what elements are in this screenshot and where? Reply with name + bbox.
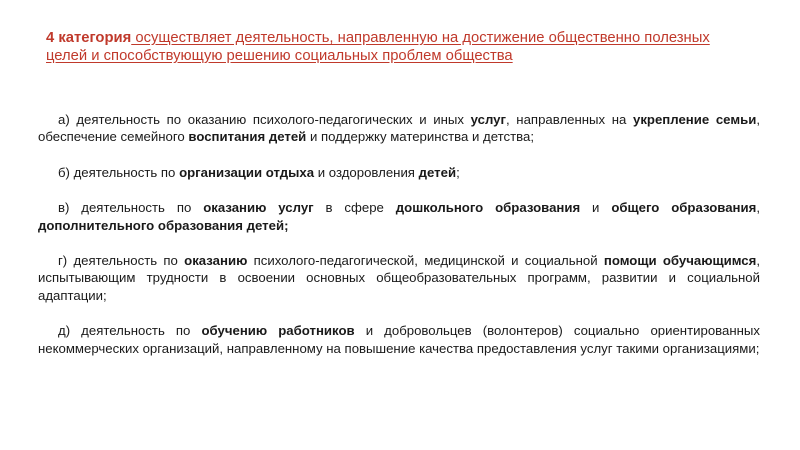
emphasis-text: помощи обучающимся (603, 253, 757, 269)
activity-item (38, 322, 760, 357)
item-text: ; (456, 164, 460, 180)
item-text: , (756, 200, 760, 216)
activity-item (38, 199, 760, 234)
activity-item (38, 164, 760, 181)
emphasis-text: детей (418, 164, 457, 180)
emphasis-text: общего образования (611, 200, 757, 216)
emphasis-text: дополнительного образования детей; (38, 217, 289, 233)
emphasis-text: оказанию услуг (203, 200, 314, 216)
emphasis-text: дошкольного образования (395, 200, 581, 216)
item-text: и добровольцев (волонтеров) социально ориентированных некоммерческих организаций, направленному на повышение качества предоставления услуг такими организациями; (38, 323, 760, 356)
emphasis-text: услуг (470, 112, 507, 127)
item-text: г) деятельность по (58, 253, 185, 269)
item-text: б) деятельность по (58, 164, 180, 180)
item-text: в сфере (313, 200, 396, 216)
emphasis-text: оказанию (184, 253, 248, 269)
slide-title (46, 29, 746, 65)
item-text: , испытывающим трудности в освоении основных общеобразовательных программ, развитии и социальной адаптации; (38, 253, 760, 303)
emphasis-text: организации отдыха (179, 164, 315, 180)
activity-item (38, 252, 760, 304)
title-lead: 4 категория (46, 30, 132, 46)
activity-item (38, 111, 760, 146)
title-rest: осуществляет деятельность, направленную на достижение общественно полезных целей и способствующую решению социальных проблем общества (46, 30, 710, 64)
item-text: и оздоровления (314, 164, 419, 180)
item-text: и поддержку материнства и детства; (306, 129, 535, 145)
item-text: и (580, 200, 612, 216)
emphasis-text: укрепление семьи (632, 112, 757, 127)
item-text: , обеспечение семейного (38, 112, 760, 145)
emphasis-text: воспитания детей (188, 129, 307, 145)
item-text: психолого-педагогической, медицинской и социальной (247, 253, 604, 269)
emphasis-text: обучению работников (201, 323, 355, 339)
item-text: , направленных на (506, 112, 633, 127)
activity-list (38, 111, 760, 375)
item-text: д) деятельность по (58, 323, 202, 339)
item-text: а) деятельность по оказанию психолого-педагогических и иных (58, 112, 471, 127)
item-text: в) деятельность по (58, 200, 204, 216)
